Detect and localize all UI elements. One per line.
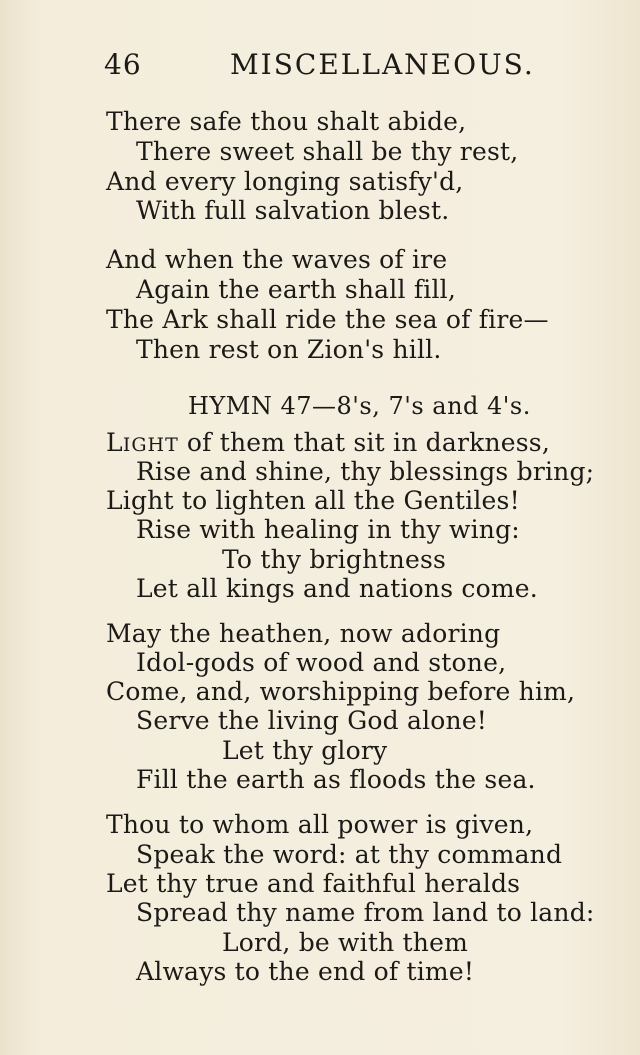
- verse-line: Speak the word: at thy command: [136, 840, 563, 869]
- small-caps-word: IGHT: [122, 434, 179, 456]
- verse-line: Let thy glory: [222, 736, 388, 765]
- verse-line: Let all kings and nations come.: [136, 574, 538, 603]
- verse-line: Rise and shine, thy blessings bring;: [136, 457, 595, 486]
- first-line-remainder: of them that sit in darkness,: [178, 428, 550, 457]
- verse-line: And when the waves of ire: [106, 245, 448, 274]
- verse-line: To thy brightness: [222, 545, 447, 574]
- verse-line: Idol-gods of wood and stone,: [136, 648, 507, 677]
- verse-line: Thou to whom all power is given,: [106, 810, 534, 839]
- verse-line: Fill the earth as floods the sea.: [136, 765, 536, 794]
- running-head: MISCELLANEOUS.: [230, 48, 535, 81]
- verse-line-first: [106, 428, 550, 457]
- verse-line: The Ark shall ride the sea of fire—: [106, 305, 549, 334]
- verse-line: Serve the living God alone!: [136, 706, 488, 735]
- page-header: [0, 44, 640, 84]
- verse-line: There sweet shall be thy rest,: [136, 137, 519, 166]
- verse-line: Lord, be with them: [222, 928, 468, 957]
- verse-line: Again the earth shall fill,: [136, 275, 456, 304]
- verse-line: With full salvation blest.: [136, 196, 450, 225]
- verse-line: Rise with healing in thy wing:: [136, 515, 520, 544]
- verse-line: May the heathen, now adoring: [106, 619, 501, 648]
- hymn-title: HYMN 47—8's, 7's and 4's.: [188, 392, 531, 420]
- verse-line: And every longing satisfy'd,: [106, 167, 464, 196]
- page-number: 46: [104, 48, 142, 81]
- verse-line: Let thy true and faithful heralds: [106, 869, 521, 898]
- verse-line: There safe thou shalt abide,: [106, 107, 467, 136]
- verse-line: Spread thy name from land to land:: [136, 898, 595, 927]
- verse-line: Always to the end of time!: [136, 957, 475, 986]
- verse-line: Come, and, worshipping before him,: [106, 677, 576, 706]
- drop-initial: L: [106, 428, 123, 457]
- verse-line: Then rest on Zion's hill.: [136, 335, 442, 364]
- verse-line: Light to lighten all the Gentiles!: [106, 486, 520, 515]
